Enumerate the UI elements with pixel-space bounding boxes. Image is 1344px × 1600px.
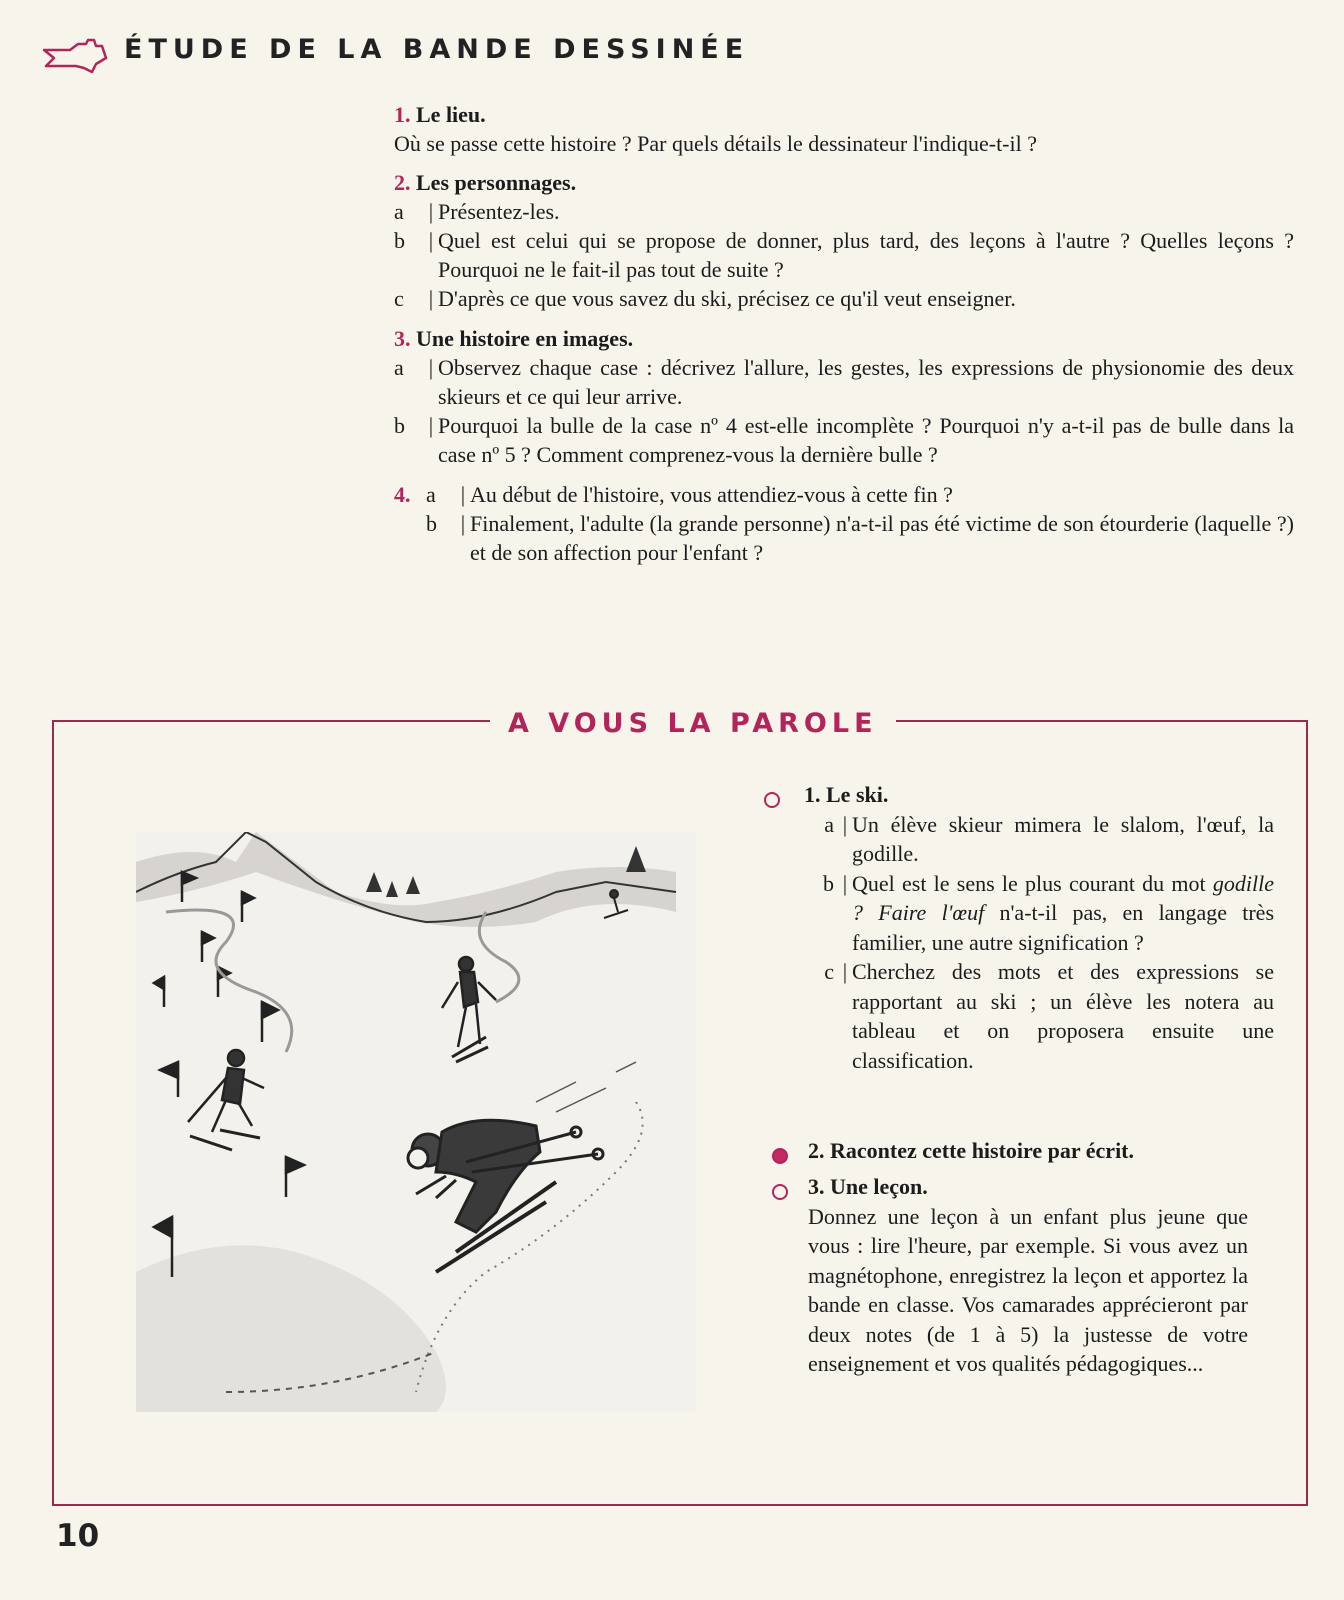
item-number: 2. <box>808 1138 825 1163</box>
item-title: Une leçon. <box>830 1174 928 1199</box>
open-bullet-icon <box>764 792 780 808</box>
question-number: 2. <box>394 170 411 195</box>
item-text: Présentez-les. <box>438 199 560 224</box>
pointing-hand-icon <box>40 38 108 78</box>
parole-item-2 <box>808 1136 1278 1166</box>
question-1 <box>394 100 1294 158</box>
item-label: a <box>426 482 436 507</box>
question-title: Le lieu. <box>416 102 486 127</box>
item-title: Le ski. <box>826 782 889 807</box>
item-text: Un élève skieur mimera le slalom, l'œuf, la godille. <box>852 811 1274 866</box>
item-label: b <box>823 870 834 896</box>
question-3: 3. Une histoire en images. a | Observez chaque case : décrivez l'allure, les gestes, les expressions de physionomie des deux skieurs et ce qui leur arrive. b | Pourquoi la bulle de la case nº 4 est-elle incomplète ? Pourquoi n'y a-t-il pas de bulle dans la case nº 5 ? Comment comprenez-vous la dernière bulle ? <box>394 326 1294 467</box>
filled-bullet-icon <box>772 1148 788 1164</box>
item-text: D'après ce que vous savez du ski, précisez ce qu'il veut enseigner. <box>438 286 1016 311</box>
item-number: 3. <box>808 1174 825 1199</box>
item-label: a <box>394 199 404 224</box>
page-number: 10 <box>56 1518 100 1554</box>
item-label: c <box>394 286 404 311</box>
item-label: b <box>394 228 405 253</box>
item-label: a <box>824 811 834 837</box>
item-text: Donnez une leçon à un enfant plus jeune que vous : lire l'heure, par exemple. Si vous avez un magnétophone, enregistrez la leçon et apportez la bande en classe. Vos camarades apprécieront par deux notes (de 1 à 5) la justesse de votre enseignement et vos qualités pédagogiques... <box>808 1203 1248 1376</box>
item-number: 1. <box>804 782 821 807</box>
ski-slope-illustration <box>136 832 696 1412</box>
item-label: b <box>426 511 437 536</box>
parole-item-3 <box>808 1172 1248 1379</box>
item-label: a <box>394 355 404 380</box>
item-label: b <box>394 413 405 438</box>
item-text: Observez chaque case : décrivez l'allure, les gestes, les expressions de physionomie des deux skieurs et ce qui leur arrive. <box>438 355 1294 409</box>
question-number: 3. <box>394 326 411 351</box>
question-text: Où se passe cette histoire ? Par quels détails le dessinateur l'indique-t-il ? <box>394 131 1037 156</box>
question-title: Une histoire en images. <box>416 326 634 351</box>
section-title: ÉTUDE DE LA BANDE DESSINÉE <box>124 34 750 65</box>
item-text: Quel est celui qui se propose de donner, plus tard, des leçons à l'autre ? Quelles leçons ? Pourquoi ne le fait-il pas tout de suite ? <box>438 228 1294 282</box>
item-text: Finalement, l'adulte (la grande personne) n'a-t-il pas été victime de son étourderie (laquelle ?) et de son affection pour l'enfant ? <box>470 511 1294 565</box>
item-label: c <box>824 959 834 984</box>
item-text: Quel est le sens le plus courant du mot godille ? Faire l'œuf n'a-t-il pas, en langage très familier, une autre signification ? <box>852 870 1274 955</box>
parole-title: A VOUS LA PAROLE <box>490 708 896 739</box>
item-text: Au début de l'histoire, vous attendiez-vous à cette fin ? <box>470 482 953 507</box>
item-text: Pourquoi la bulle de la case nº 4 est-elle incomplète ? Pourquoi n'y a-t-il pas de bulle dans la case nº 5 ? Comment comprenez-vous la dernière bulle ? <box>438 413 1294 467</box>
item-title: Racontez cette histoire par écrit. <box>830 1138 1135 1163</box>
question-number: 1. <box>394 102 411 127</box>
question-4: 4. a | Au début de l'histoire, vous attendiez-vous à cette fin ? b | Finalement, l'adulte (la grande personne) n'a-t-il pas été victime de son étourderie (laquelle ?) et de son affection pour l'enfant ? <box>394 482 1294 565</box>
question-number: 4. <box>394 482 411 507</box>
item-text: Cherchez des mots et des expressions se rapportant au ski ; un élève les notera au tableau et on proposera ensuite une classification. <box>852 959 1274 1073</box>
question-title: Les personnages. <box>416 170 577 195</box>
parole-item-1: 1. Le ski. a | Un élève skieur mimera le slalom, l'œuf, la godille. b | Quel est le sens le plus courant du mot godille ? Faire l'œuf n'a-t-il pas, en langage très familier, une autre signification ? c | Cherchez des mots et des expressions se rapportant au ski ; un élève les notera au tableau et on proposera ensuite une classification. <box>804 780 1274 1075</box>
open-bullet-icon <box>772 1184 788 1200</box>
question-2: 2. Les personnages. a | Présentez-les. b | Quel est celui qui se propose de donner, plus tard, des leçons à l'autre ? Quelles leçons ? Pourquoi ne le fait-il pas tout de suite ? c | D'après ce que vous savez du ski, précisez ce qu'il veut enseigner. <box>394 170 1294 311</box>
